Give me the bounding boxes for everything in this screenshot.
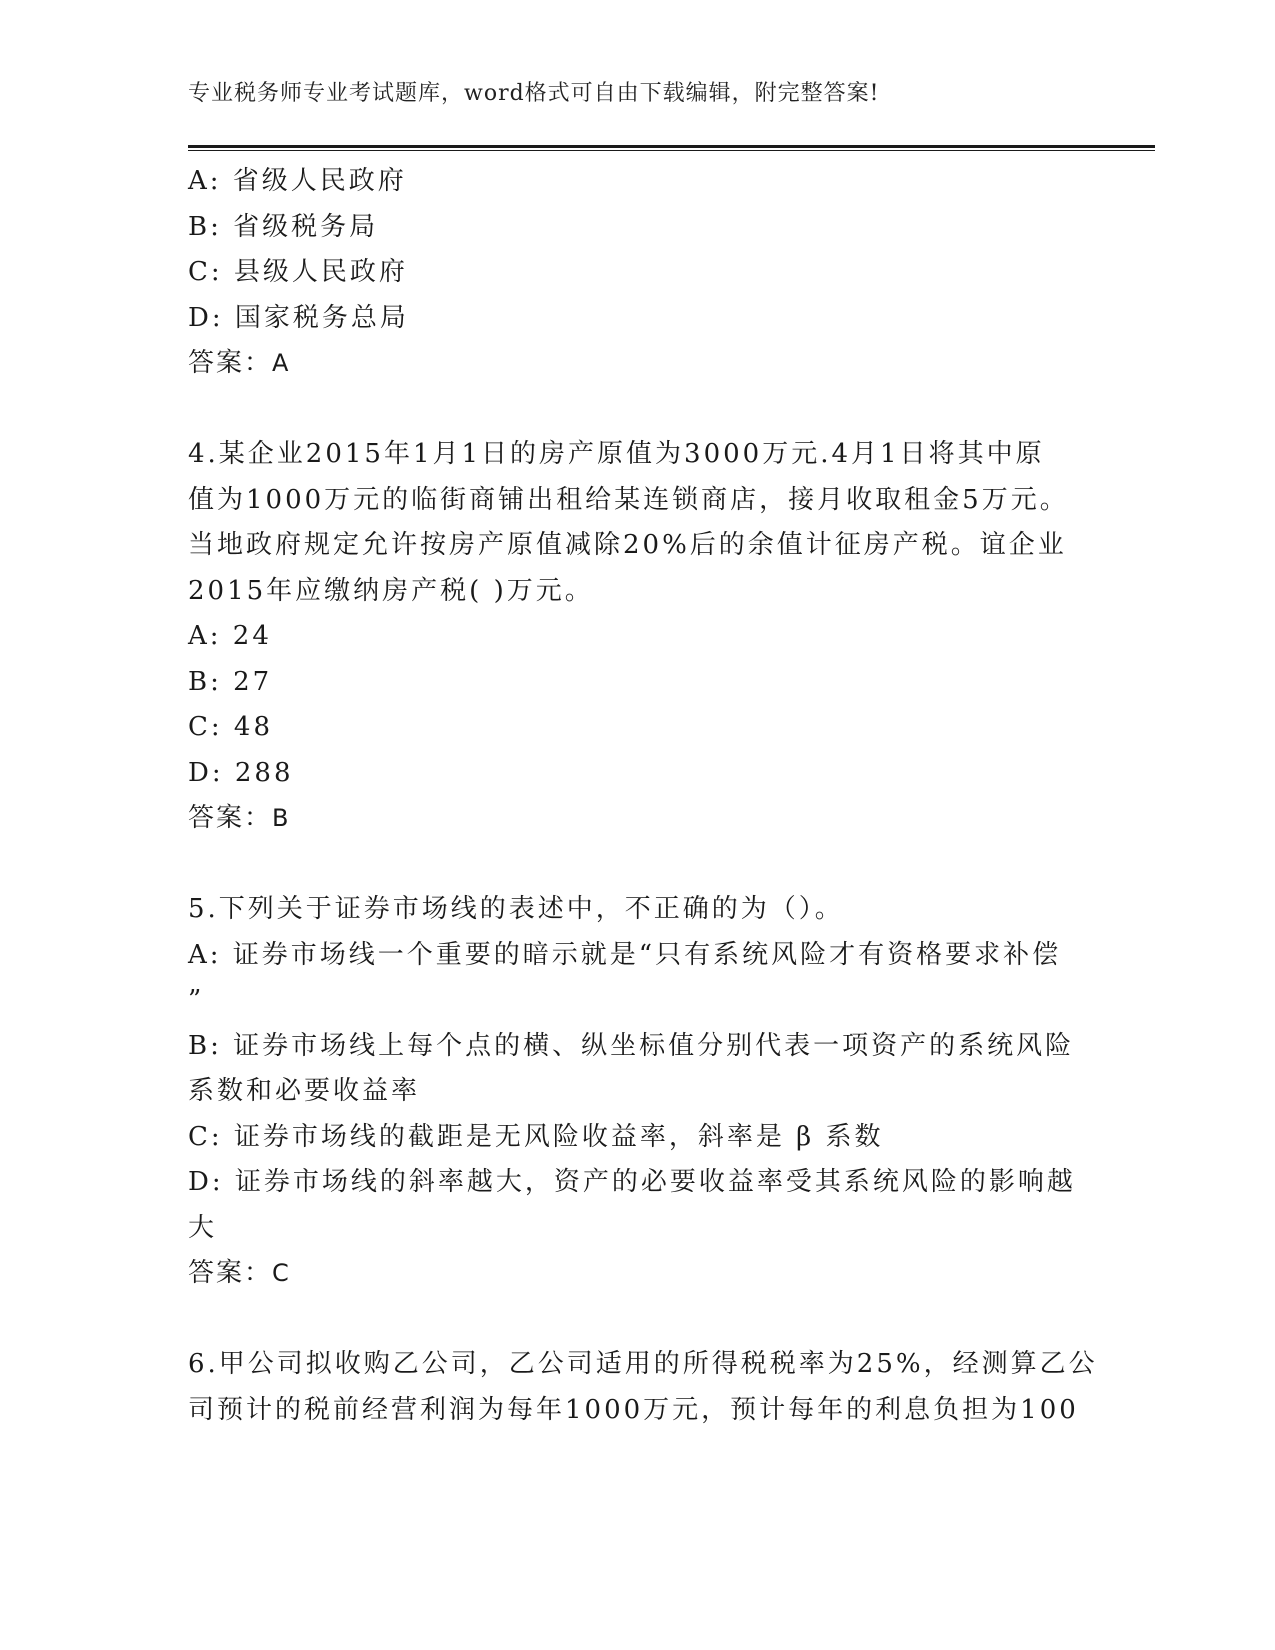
option-a: A: 证券市场线一个重要的暗示就是“只有系统风险才有资格要求补偿: [188, 939, 1062, 970]
option-d: D: 288: [188, 757, 294, 788]
question-5: [188, 887, 1088, 1297]
option-b: B: 证券市场线上每个点的横、纵坐标值分别代表一项资产的系统风险: [188, 1030, 1075, 1061]
question-stem-line: 5.下列关于证券市场线的表述中，不正确的为（）。: [188, 894, 844, 924]
option-d: D: 证券市场线的斜率越大，资产的必要收益率受其系统风险的影响越: [188, 1167, 1076, 1197]
option-a-continued: ”: [188, 985, 205, 1015]
answer-label: 答案：: [188, 348, 273, 378]
option-d-continued: 大: [188, 1212, 218, 1243]
answer-line: [188, 796, 1088, 842]
answer-line: [188, 341, 1088, 387]
option-a: A: 24: [188, 621, 272, 651]
answer-value: C: [272, 1259, 291, 1287]
question-4: [188, 432, 1088, 842]
answer-label: 答案：: [188, 1258, 273, 1288]
page-header: 专业税务师专业考试题库，word格式可自由下载编辑，附完整答案!: [188, 81, 880, 106]
answer-value: B: [272, 804, 291, 832]
question-stem-line: 值为1000万元的临街商铺出租给某连锁商店，接月收取租金5万元。: [188, 484, 1069, 515]
question-stem-line: 4.某企业2015年1月1日的房产原值为3000万元.4月1日将其中原: [188, 439, 1045, 469]
answer-line: [188, 1251, 1088, 1297]
question-stem-line: 2015年应缴纳房产税( )万元。: [188, 575, 594, 606]
question-stem-line: 6.甲公司拟收购乙公司，乙公司适用的所得税税率为25%，经测算乙公: [188, 1349, 1098, 1379]
question-stem-line: 当地政府规定允许按房产原值减除20%后的余值计征房产税。谊企业: [188, 530, 1067, 560]
option-b-continued: 系数和必要收益率: [188, 1076, 421, 1106]
document-body: [188, 159, 1098, 1433]
question-3: [188, 159, 1088, 387]
option-c: C: 证券市场线的截距是无风险收益率，斜率是 β 系数: [188, 1121, 884, 1152]
option-a: A: 省级人民政府: [188, 166, 407, 196]
option-c: C: 48: [188, 712, 274, 742]
option-b: B: 27: [188, 666, 273, 697]
header-rule-thick: [188, 145, 1155, 148]
answer-value: A: [272, 349, 291, 377]
option-d: D: 国家税务总局: [188, 302, 409, 333]
option-b: B: 省级税务局: [188, 211, 379, 242]
answer-label: 答案：: [188, 803, 273, 833]
question-6: [188, 1342, 1098, 1433]
header-rule-thin: [188, 150, 1155, 151]
option-c: C: 县级人民政府: [188, 257, 408, 287]
question-stem-line: 司预计的税前经营利润为每年1000万元，预计每年的利息负担为100: [188, 1394, 1079, 1425]
